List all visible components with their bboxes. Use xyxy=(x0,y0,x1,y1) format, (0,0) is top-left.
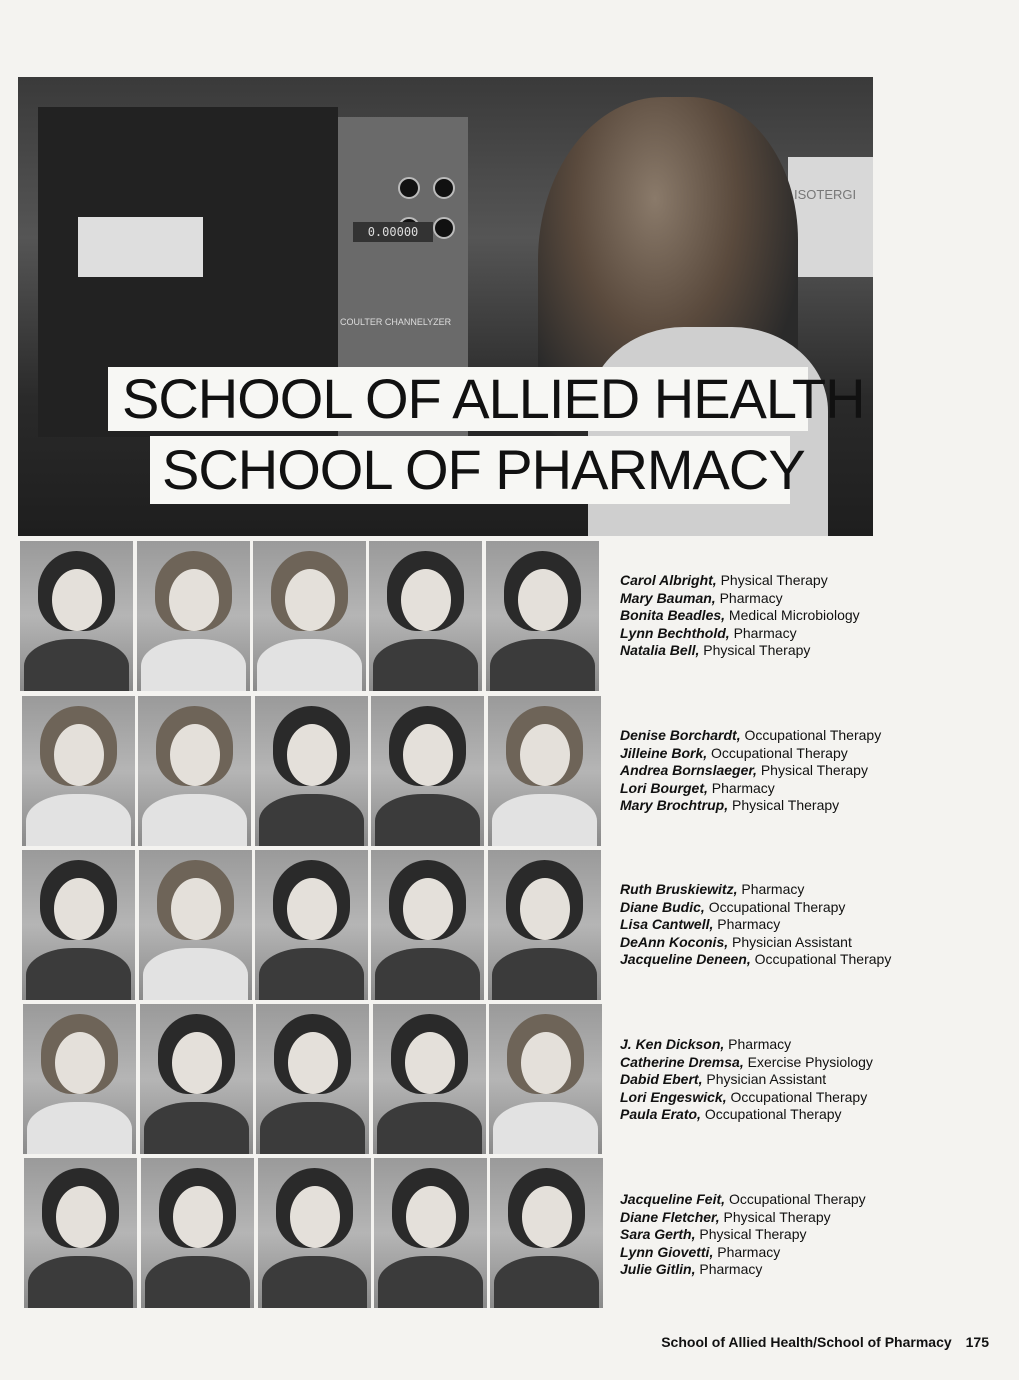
list-item: Diane Budic, Occupational Therapy xyxy=(620,898,846,915)
portrait-row xyxy=(18,850,603,1002)
list-item: Carol Albright, Physical Therapy xyxy=(620,572,828,588)
student-portrait xyxy=(253,541,366,691)
student-portrait xyxy=(371,850,484,1000)
student-portrait xyxy=(20,541,133,691)
list-item: Lisa Cantwell, Pharmacy xyxy=(620,916,781,933)
student-portrait xyxy=(256,1004,369,1154)
lab-coat xyxy=(588,327,828,536)
list-item: Mary Bauman, Pharmacy xyxy=(620,589,783,606)
instrument-readout: 0.00000 xyxy=(353,222,433,242)
student-portrait xyxy=(139,850,252,1000)
list-item: Jilleine Bork, Occupational Therapy xyxy=(620,744,848,761)
portrait-row xyxy=(18,1004,603,1156)
list-item: Jacqueline Feit, Occupational Therapy xyxy=(620,1191,866,1207)
student-portrait xyxy=(22,850,135,1000)
list-item: Dabid Ebert, Physician Assistant xyxy=(620,1071,827,1088)
tissue-box xyxy=(78,217,203,277)
instrument-label: COULTER CHANNELYZER xyxy=(340,317,452,327)
student-portrait xyxy=(488,696,601,846)
student-portrait xyxy=(255,850,368,1000)
knob-icon xyxy=(433,177,455,199)
student-portrait xyxy=(486,541,599,691)
list-item: Paula Erato, Occupational Therapy xyxy=(620,1106,842,1123)
list-item: Lynn Bechthold, Pharmacy xyxy=(620,624,797,641)
name-list xyxy=(620,1036,1000,1124)
portrait-row xyxy=(18,696,603,848)
page-title-allied-health: SCHOOL OF ALLIED HEALTH xyxy=(108,367,808,431)
page-title-pharmacy: SCHOOL OF PHARMACY xyxy=(150,436,790,504)
student-portrait xyxy=(490,1158,603,1308)
student-portrait xyxy=(374,1158,487,1308)
page-number: 175 xyxy=(965,1334,989,1350)
name-list xyxy=(620,1191,1000,1279)
list-item: J. Ken Dickson, Pharmacy xyxy=(620,1036,792,1052)
list-item: Lynn Giovetti, Pharmacy xyxy=(620,1243,781,1260)
student-portrait xyxy=(137,541,250,691)
list-item: Sara Gerth, Physical Therapy xyxy=(620,1226,807,1243)
student-portrait xyxy=(373,1004,486,1154)
list-item: Mary Brochtrup, Physical Therapy xyxy=(620,797,840,814)
name-list xyxy=(620,727,1000,815)
knob-icon xyxy=(398,177,420,199)
student-portrait xyxy=(258,1158,371,1308)
reagent-box xyxy=(788,157,873,277)
student-portrait xyxy=(22,696,135,846)
list-item: Lori Engeswick, Occupational Therapy xyxy=(620,1088,868,1105)
name-list xyxy=(620,572,1000,660)
list-item: Ruth Bruskiewitz, Pharmacy xyxy=(620,881,805,897)
student-portrait xyxy=(369,541,482,691)
student-portrait xyxy=(141,1158,254,1308)
list-item: Catherine Dremsa, Exercise Physiology xyxy=(620,1053,873,1070)
knob-icon xyxy=(433,217,455,239)
portrait-row xyxy=(18,541,603,693)
portrait-row xyxy=(18,1158,603,1310)
student-portrait xyxy=(371,696,484,846)
page-footer xyxy=(661,1334,989,1350)
student-portrait xyxy=(489,1004,602,1154)
list-item: Bonita Beadles, Medical Microbiology xyxy=(620,607,860,624)
footer-section-title: School of Allied Health/School of Pharmacy xyxy=(661,1334,952,1350)
list-item: Andrea Bornslaeger, Physical Therapy xyxy=(620,762,868,779)
name-list xyxy=(620,881,1000,969)
list-item: Julie Gitlin, Pharmacy xyxy=(620,1261,763,1278)
student-portrait xyxy=(23,1004,136,1154)
student-portrait xyxy=(138,696,251,846)
student-portrait xyxy=(255,696,368,846)
list-item: Natalia Bell, Physical Therapy xyxy=(620,642,811,659)
list-item: Jacqueline Deneen, Occupational Therapy xyxy=(620,951,892,968)
list-item: DeAnn Koconis, Physician Assistant xyxy=(620,933,852,950)
list-item: Denise Borchardt, Occupational Therapy xyxy=(620,727,882,743)
student-portrait xyxy=(24,1158,137,1308)
student-portrait xyxy=(140,1004,253,1154)
student-portrait xyxy=(488,850,601,1000)
list-item: Lori Bourget, Pharmacy xyxy=(620,779,775,796)
reagent-box-label: ISOTERGI xyxy=(794,187,857,202)
list-item: Diane Fletcher, Physical Therapy xyxy=(620,1208,831,1225)
